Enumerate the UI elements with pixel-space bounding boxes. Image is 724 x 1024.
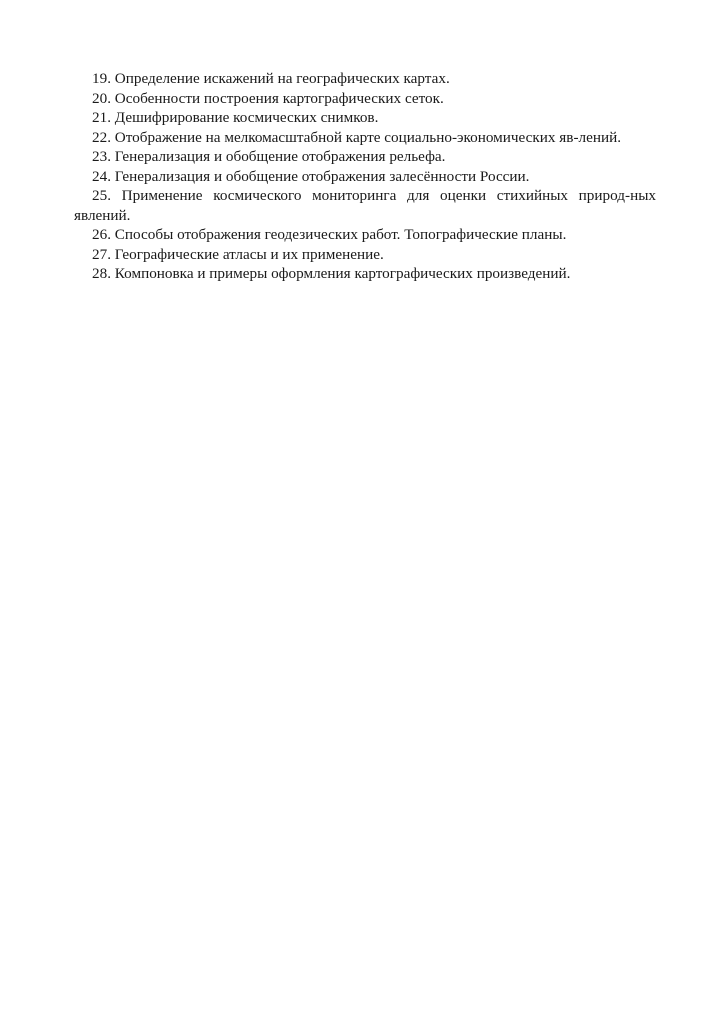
list-item: 25. Применение космического мониторинга для оценки стихийных природ-ных явлений.: [74, 187, 656, 224]
list-item: 21. Дешифрирование космических снимков.: [92, 109, 379, 126]
list-item: 26. Способы отображения геодезических работ. Топографические планы.: [92, 226, 567, 243]
list-item: 23. Генерализация и обобщение отображения рельефа.: [92, 148, 446, 165]
list-item: 27. Географические атласы и их применение.: [92, 245, 384, 263]
list-item: 24. Генерализация и обобщение отображения залесённости России.: [92, 167, 530, 185]
list-item: 19. Определение искажений на географических картах.: [92, 70, 450, 87]
list-item: 22. Отображение на мелкомасштабной карте социально-экономических яв-лений.: [92, 128, 622, 146]
list-item: 28. Компоновка и примеры оформления картографических произведений.: [92, 265, 571, 282]
topic-list: [74, 69, 656, 284]
list-item: 20. Особенности построения картографических сеток.: [92, 89, 444, 107]
